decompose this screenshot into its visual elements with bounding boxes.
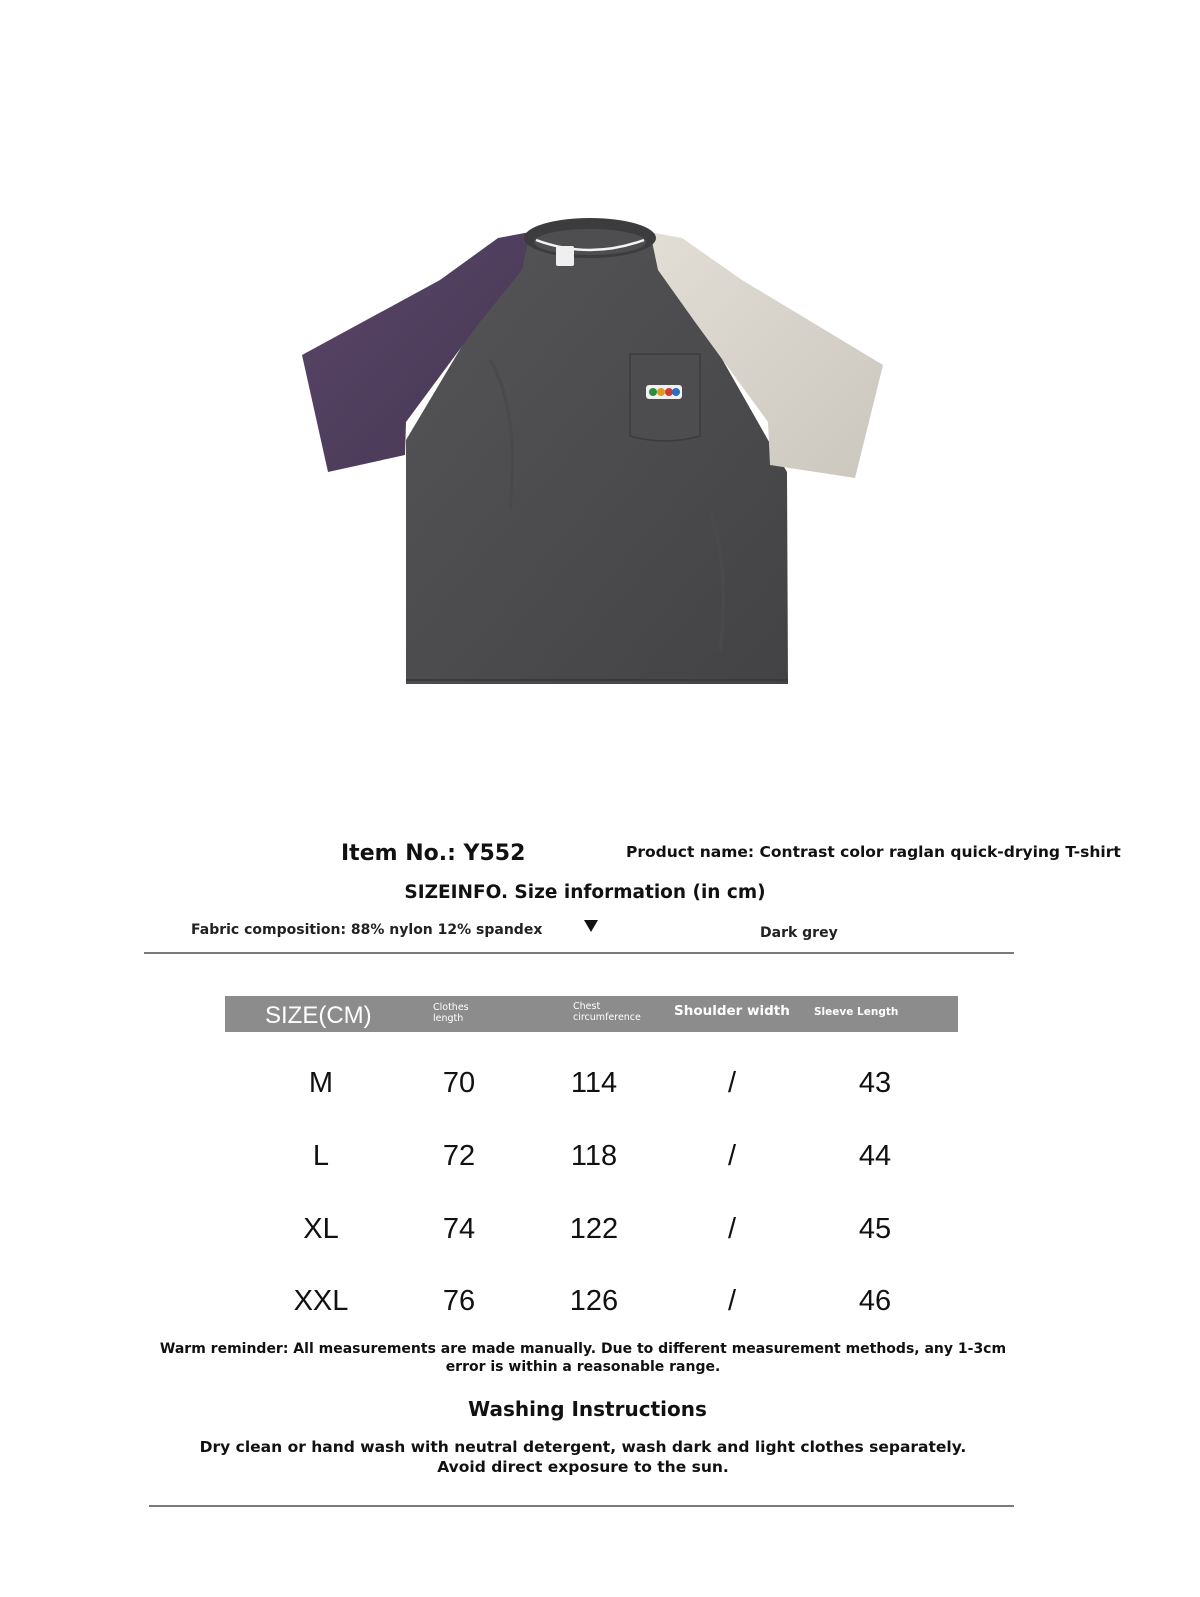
product-name: Product name: Contrast color raglan quick-drying T-shirt [626,843,1121,861]
triangle-down-icon [582,918,600,934]
cell-length: 72 [442,1140,476,1172]
cell-shoulder: / [727,1140,737,1172]
cell-size: M [308,1067,334,1099]
measurement-reminder: Warm reminder: All measurements are made manually. Due to different measurement methods, any 1-3cm error is within a reasonable range. [159,1341,1007,1375]
cell-shoulder: / [727,1213,737,1245]
cell-chest: 114 [570,1067,618,1099]
cell-length: 70 [442,1067,476,1099]
neck-label [556,246,574,266]
washing-text: Dry clean or hand wash with neutral detergent, wash dark and light clothes separately. Avoid direct exposure to the sun. [199,1438,967,1476]
header-size: SIZE(CM) [265,1002,372,1029]
cell-length: 76 [442,1285,476,1317]
divider-top [144,952,1014,954]
cell-chest: 126 [569,1285,619,1317]
cell-chest: 122 [569,1213,619,1245]
header-clothes-length [433,1002,503,1024]
item-number: Item No.: Y552 [341,841,526,866]
cell-size: XXL [293,1285,349,1317]
cell-sleeve: 43 [858,1067,892,1099]
cell-shoulder: / [727,1067,737,1099]
header-sleeve-length: Sleeve Length [814,1006,899,1018]
table-row [0,1140,1200,1180]
table-row [0,1067,1200,1107]
header-chest-line2: circumference [573,1012,641,1023]
fabric-composition: Fabric composition: 88% nylon 12% spandex [191,922,543,938]
color-name: Dark grey [760,925,838,941]
cell-size: L [312,1140,330,1172]
cell-shoulder: / [727,1285,737,1317]
cell-sleeve: 44 [858,1140,892,1172]
header-length-line2: length [433,1013,464,1024]
cell-chest: 118 [570,1140,618,1172]
product-image [290,210,900,700]
header-shoulder-width: Shoulder width [674,1003,790,1019]
table-row [0,1213,1200,1253]
table-row [0,1285,1200,1325]
cell-size: XL [303,1213,339,1245]
cell-length: 74 [442,1213,476,1245]
divider-bottom [149,1505,1014,1507]
header-chest-line1: Chest [573,1001,601,1012]
washing-title: Washing Instructions [468,1397,707,1421]
size-table-header [225,996,958,1032]
size-info-title: SIZEINFO. Size information (in cm) [404,882,766,903]
header-chest [573,1001,663,1023]
cell-sleeve: 46 [858,1285,892,1317]
header-length-line1: Clothes [433,1002,469,1013]
cell-sleeve: 45 [858,1213,892,1245]
